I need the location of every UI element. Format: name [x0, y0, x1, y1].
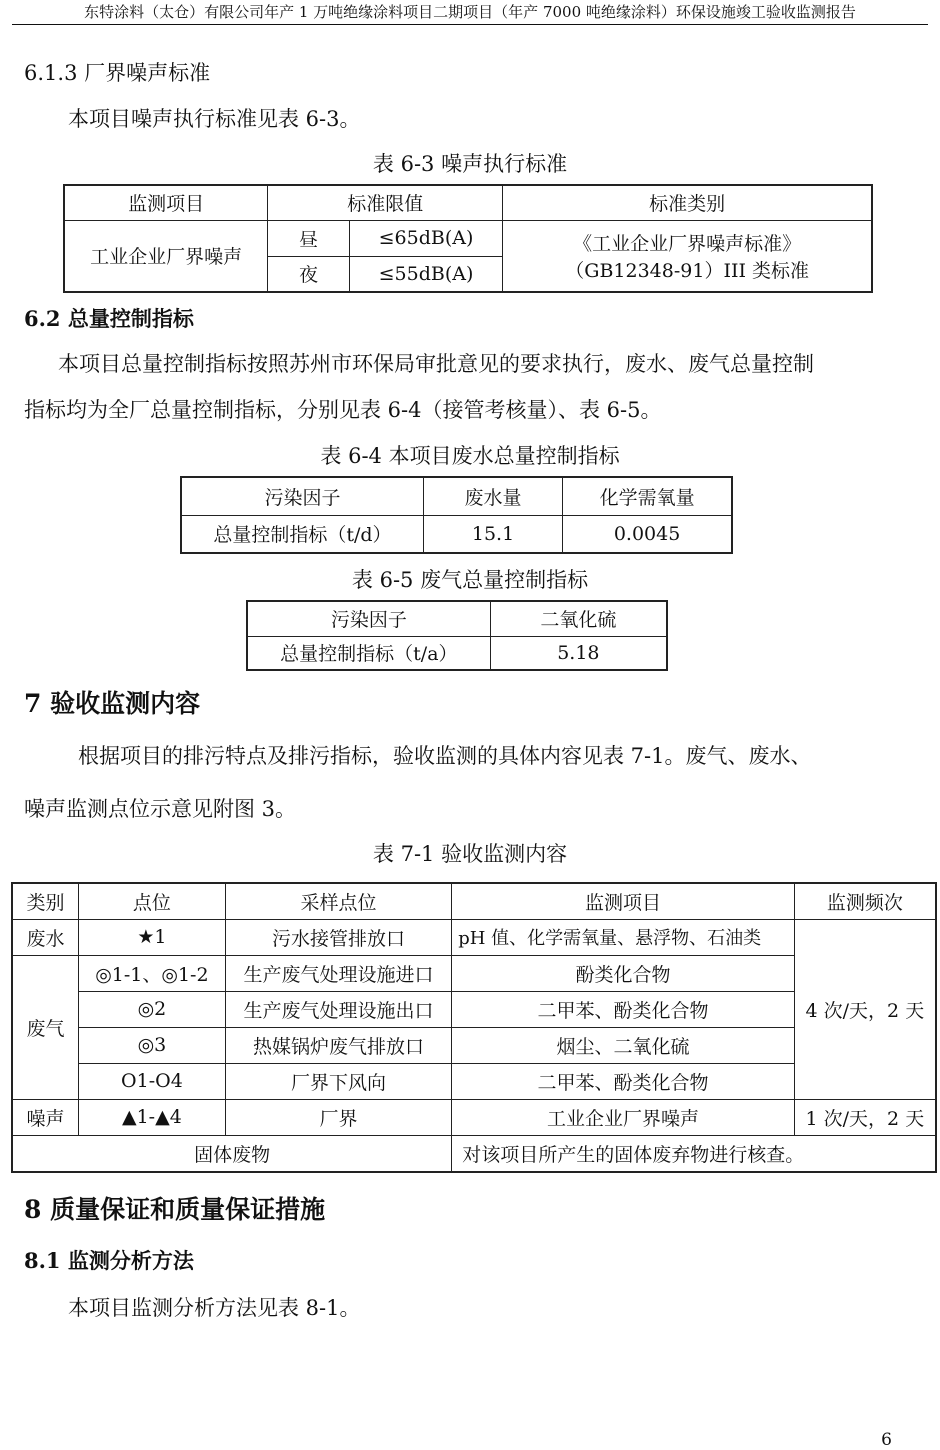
table-7-1-point: ◎2 — [79, 991, 226, 1027]
table-6-5-header: 二氧化硫 — [490, 601, 667, 636]
table-6-4-header: 污染因子 — [181, 477, 423, 515]
table-7-1-items: 酚类化合物 — [452, 955, 795, 991]
table-7-1-location: 热媒锅炉废气排放口 — [225, 1027, 452, 1063]
table-7-1 — [11, 882, 937, 1173]
table-7-1-items: 工业企业厂界噪声 — [452, 1099, 795, 1135]
table-7-1-category: 噪声 — [12, 1099, 79, 1135]
table-7-1-point: O1-O4 — [79, 1063, 226, 1099]
table-6-3-day: 昼 — [268, 220, 350, 256]
table-6-3-night-limit: ≤55dB(A) — [349, 256, 503, 292]
table-6-4-cell: 15.1 — [423, 515, 562, 553]
table-6-3-header: 标准限值 — [268, 185, 503, 220]
table-7-1-solid-desc: 对该项目所产生的固体废弃物进行核查。 — [452, 1135, 936, 1172]
section-6-2-heading: 6.2 总量控制指标 — [24, 306, 194, 331]
table-6-5-cell: 总量控制指标（t/a） — [247, 636, 490, 670]
table-6-4-cell: 总量控制指标（t/d） — [181, 515, 423, 553]
table-7-1-header: 类别 — [12, 883, 79, 919]
table-7-1-location: 厂界 — [225, 1099, 452, 1135]
table-7-1-point: ◎1-1、◎1-2 — [79, 955, 226, 991]
section-6-2-paragraph-line2: 指标均为全厂总量控制指标，分别见表 6-4（接管考核量）、表 6-5。 — [24, 398, 662, 422]
table-7-1-header: 监测频次 — [794, 883, 936, 919]
table-6-5-cell: 5.18 — [490, 636, 667, 670]
table-6-3-caption: 表 6-3 噪声执行标准 — [372, 152, 568, 176]
table-6-5 — [246, 600, 668, 671]
table-7-1-point: ▲1-▲4 — [79, 1099, 226, 1135]
table-7-1-location: 生产废气处理设施出口 — [225, 991, 452, 1027]
section-6-1-3-paragraph: 本项目噪声执行标准见表 6-3。 — [68, 107, 361, 131]
section-7-heading: 7 验收监测内容 — [24, 689, 201, 718]
table-6-4 — [180, 476, 733, 554]
table-6-5-caption: 表 6-5 废气总量控制指标 — [351, 568, 589, 592]
table-7-1-header: 监测项目 — [452, 883, 795, 919]
table-7-1-frequency: 1 次/天，2 天 — [794, 1099, 936, 1135]
table-7-1-items: 烟尘、二氧化硫 — [452, 1027, 795, 1063]
page-header: 东特涂料（太仓）有限公司年产 1 万吨绝缘涂料项目二期项目（年产 7000 吨绝缘涂料）环保设施竣工验收监测报告 — [12, 0, 928, 25]
table-6-3 — [63, 184, 873, 293]
table-6-4-header: 化学需氧量 — [563, 477, 732, 515]
table-6-3-night: 夜 — [268, 256, 350, 292]
section-8-1-paragraph: 本项目监测分析方法见表 8-1。 — [68, 1296, 361, 1320]
table-6-4-cell: 0.0045 — [563, 515, 732, 553]
section-7-paragraph-line1: 根据项目的排污特点及排污指标，验收监测的具体内容见表 7-1。废气、废水、 — [78, 744, 812, 768]
table-7-1-category: 废气 — [12, 955, 79, 1099]
table-6-3-standard-line2: （GB12348-91）III 类标准 — [565, 259, 810, 282]
table-6-3-day-limit: ≤65dB(A) — [349, 220, 503, 256]
section-8-heading: 8 质量保证和质量保证措施 — [24, 1195, 326, 1224]
page-number: 6 — [881, 1430, 892, 1450]
table-7-1-header: 采样点位 — [225, 883, 452, 919]
table-6-3-item: 工业企业厂界噪声 — [64, 220, 268, 292]
section-6-1-3-heading: 6.1.3 厂界噪声标准 — [24, 61, 211, 85]
table-6-4-header: 废水量 — [423, 477, 562, 515]
table-7-1-category: 废水 — [12, 919, 79, 955]
table-7-1-solid-label: 固体废物 — [12, 1135, 452, 1172]
table-7-1-frequency: 4 次/天，2 天 — [794, 919, 936, 1099]
table-6-4-caption: 表 6-4 本项目废水总量控制指标 — [320, 444, 620, 468]
table-7-1-caption: 表 7-1 验收监测内容 — [372, 842, 568, 866]
table-7-1-location: 厂界下风向 — [225, 1063, 452, 1099]
table-7-1-point: ★1 — [79, 919, 226, 955]
table-7-1-items: 二甲苯、酚类化合物 — [452, 991, 795, 1027]
table-6-3-header: 标准类别 — [503, 185, 872, 220]
section-7-paragraph-line2: 噪声监测点位示意见附图 3。 — [24, 797, 297, 821]
section-8-1-heading: 8.1 监测分析方法 — [24, 1248, 194, 1273]
table-6-3-header: 监测项目 — [64, 185, 268, 220]
table-7-1-location: 污水接管排放口 — [225, 919, 452, 955]
table-7-1-header: 点位 — [79, 883, 226, 919]
section-6-2-paragraph-line1: 本项目总量控制指标按照苏州市环保局审批意见的要求执行，废水、废气总量控制 — [58, 352, 814, 376]
table-7-1-items: 二甲苯、酚类化合物 — [452, 1063, 795, 1099]
table-6-3-standard — [503, 220, 872, 292]
table-6-5-header: 污染因子 — [247, 601, 490, 636]
table-7-1-point: ◎3 — [79, 1027, 226, 1063]
table-6-3-standard-line1: 《工业企业厂界噪声标准》 — [573, 232, 802, 255]
table-7-1-location: 生产废气处理设施进口 — [225, 955, 452, 991]
table-7-1-items: pH 值、化学需氧量、悬浮物、石油类 — [452, 919, 795, 955]
